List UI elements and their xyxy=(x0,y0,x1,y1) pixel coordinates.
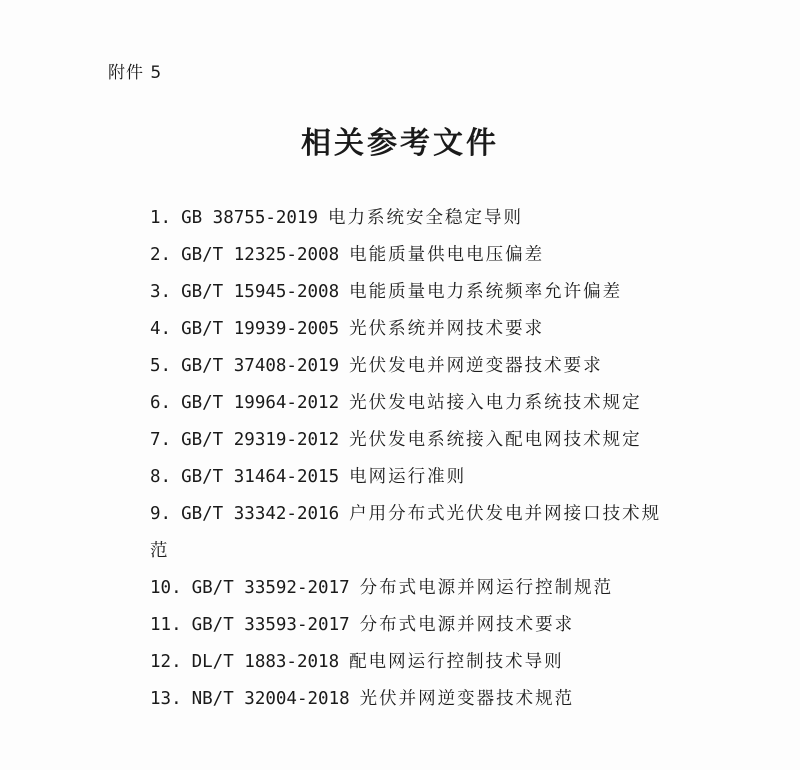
reference-title: 电能质量电力系统频率允许偏差 xyxy=(349,282,623,302)
reference-item xyxy=(150,607,710,644)
reference-title: 分布式电源并网运行控制规范 xyxy=(359,578,614,598)
reference-text xyxy=(150,496,670,570)
reference-code: GB/T 31464-2015 xyxy=(181,467,340,487)
reference-code: GB/T 19964-2012 xyxy=(181,393,340,413)
reference-item xyxy=(150,422,710,459)
reference-title: 光伏系统并网技术要求 xyxy=(349,319,545,339)
reference-item xyxy=(150,311,710,348)
reference-code: DL/T 1883-2018 xyxy=(191,652,340,672)
reference-number: 8. xyxy=(150,467,172,487)
reference-number: 7. xyxy=(150,430,172,450)
reference-code: GB/T 19939-2005 xyxy=(181,319,340,339)
reference-number: 3. xyxy=(150,282,172,302)
reference-title: 光伏并网逆变器技术规范 xyxy=(359,689,575,709)
reference-item xyxy=(150,200,710,237)
reference-item xyxy=(150,237,710,274)
reference-number: 2. xyxy=(150,245,172,265)
reference-code: GB 38755-2019 xyxy=(181,208,319,228)
reference-title: 电网运行准则 xyxy=(349,467,467,487)
reference-title: 电能质量供电电压偏差 xyxy=(349,245,545,265)
reference-code: GB/T 29319-2012 xyxy=(181,430,340,450)
reference-code: GB/T 33593-2017 xyxy=(191,615,350,635)
reference-number: 5. xyxy=(150,356,172,376)
reference-item xyxy=(150,385,710,422)
reference-number: 12. xyxy=(150,652,182,672)
reference-code: GB/T 15945-2008 xyxy=(181,282,340,302)
reference-code: GB/T 37408-2019 xyxy=(181,356,340,376)
reference-code: GB/T 12325-2008 xyxy=(181,245,340,265)
reference-number: 13. xyxy=(150,689,182,709)
reference-item xyxy=(150,459,710,496)
reference-item xyxy=(150,681,710,718)
reference-item xyxy=(150,644,710,681)
reference-code: GB/T 33342-2016 xyxy=(181,504,340,524)
document-title: 相关参考文件 xyxy=(301,126,499,161)
reference-item xyxy=(150,496,710,570)
reference-item xyxy=(150,274,710,311)
reference-list xyxy=(150,200,710,718)
reference-title: 光伏发电系统接入配电网技术规定 xyxy=(349,430,642,450)
reference-title: 电力系统安全稳定导则 xyxy=(328,208,524,228)
reference-code: GB/T 33592-2017 xyxy=(191,578,350,598)
reference-title: 配电网运行控制技术导则 xyxy=(349,652,564,672)
reference-title: 分布式电源并网技术要求 xyxy=(359,615,575,635)
reference-title: 户用分布式光伏发电并网接口技术规范 xyxy=(150,504,662,561)
reference-number: 1. xyxy=(150,208,172,228)
reference-title: 光伏发电并网逆变器技术要求 xyxy=(349,356,603,376)
reference-number: 11. xyxy=(150,615,182,635)
reference-number: 6. xyxy=(150,393,172,413)
attachment-label: 附件 5 xyxy=(108,63,163,83)
reference-title: 光伏发电站接入电力系统技术规定 xyxy=(349,393,642,413)
reference-code: NB/T 32004-2018 xyxy=(191,689,350,709)
reference-number: 10. xyxy=(150,578,182,598)
reference-item xyxy=(150,348,710,385)
reference-number: 9. xyxy=(150,504,172,524)
reference-number: 4. xyxy=(150,319,172,339)
reference-item xyxy=(150,570,710,607)
